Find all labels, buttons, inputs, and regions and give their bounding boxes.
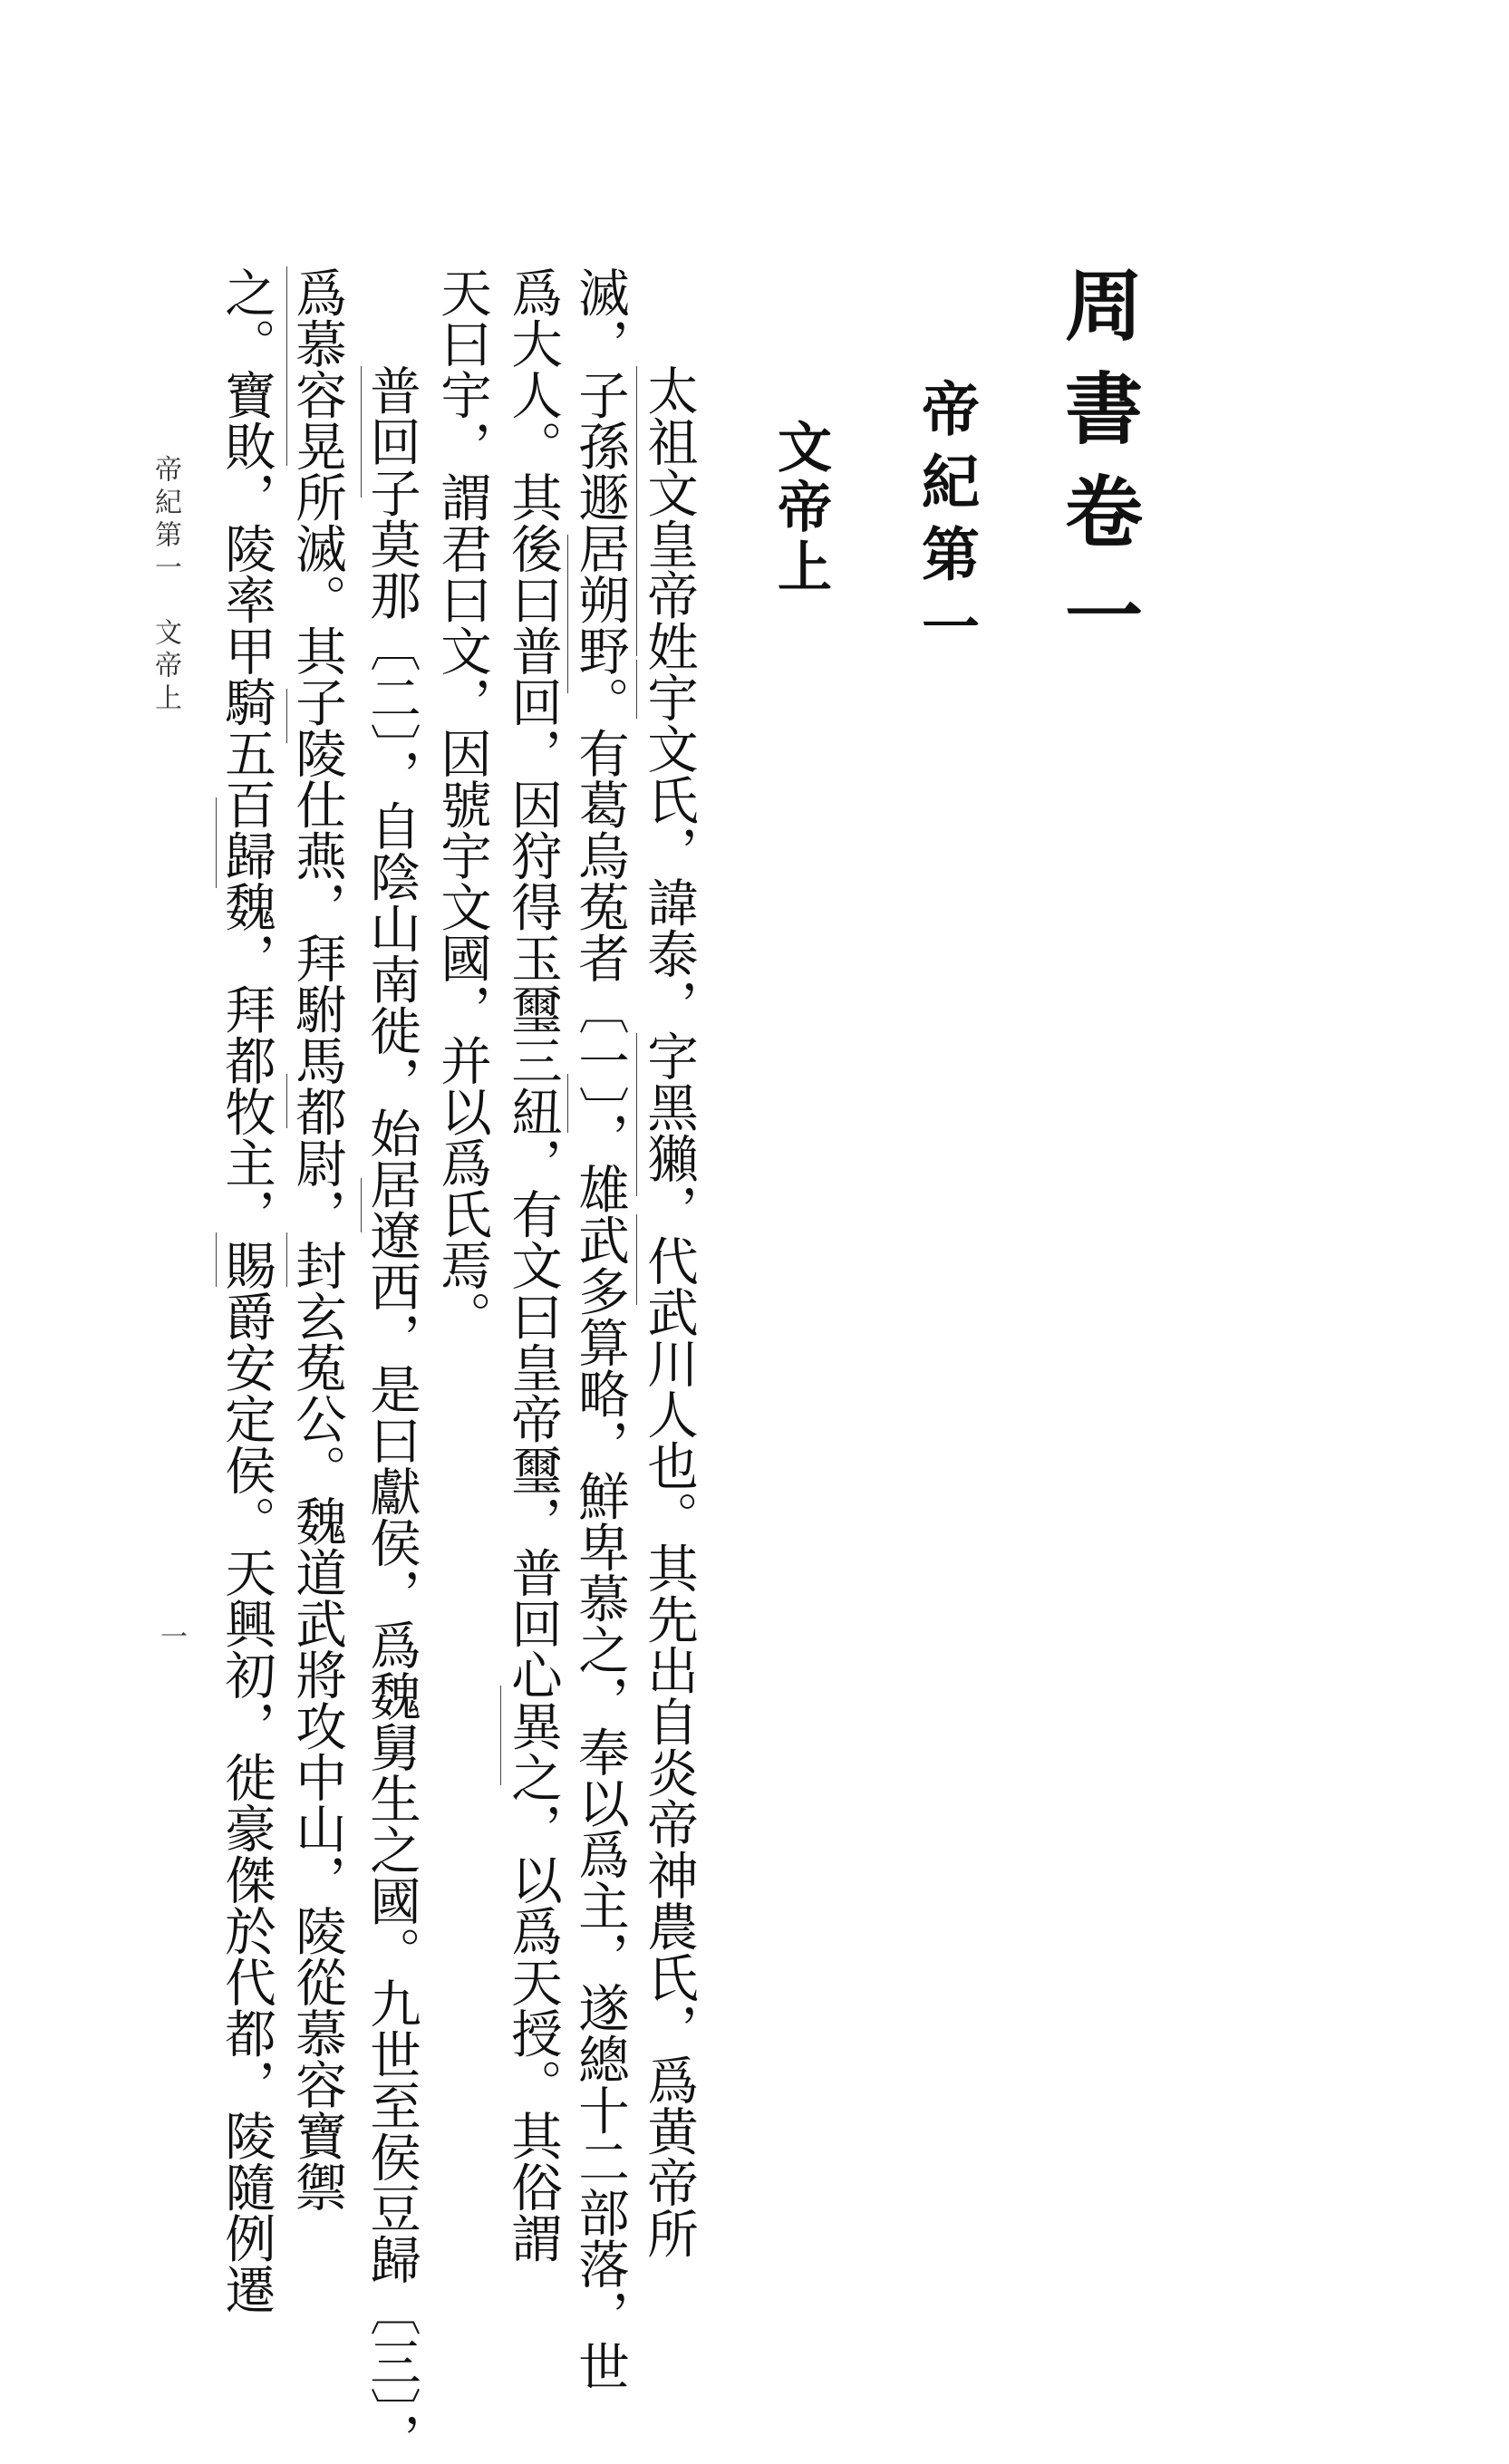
chapter-title: 帝紀第一 [912, 379, 980, 669]
text-column-3: 爲大人。其後曰普回，因狩得玉璽三紐，有文曰皇帝璽，普回心異之，以爲天授。其俗謂 [503, 266, 562, 2264]
text-column-1: 太祖文皇帝姓宇文氏，諱泰，字黑獺，代武川人也。其先出自炎帝神農氏，爲黄帝所 [639, 364, 698, 2259]
name-rule [286, 1232, 287, 1287]
name-rule [286, 266, 287, 466]
book-title: 周書卷一 [1051, 265, 1143, 678]
name-rule [636, 366, 637, 656]
text-column-4: 天曰宇，謂君曰文，因號宇文國，并以爲氏焉。 [432, 266, 491, 1342]
name-rule [286, 689, 287, 743]
section-title: 文帝上 [769, 419, 832, 598]
name-rule [567, 535, 568, 693]
name-rule [361, 366, 362, 498]
running-head: 帝紀第一 文帝上 [150, 455, 181, 716]
name-rule [216, 1232, 217, 1287]
text-column-7: 之。寶敗，陵率甲騎五百歸魏，拜都牧主，賜爵安定侯。天興初，徙豪傑於代都，陵隨例遷 [217, 266, 276, 2314]
name-rule [636, 660, 637, 719]
name-rule [216, 797, 217, 888]
name-rule [361, 1178, 362, 1232]
name-rule [286, 1074, 287, 1128]
page-number: 一 [155, 1622, 187, 1655]
name-rule [500, 1686, 501, 1785]
text-column-2: 滅，子孫遯居朔野。有葛烏菟者〔一〕，雄武多算略，鮮卑慕之，奉以爲主，遂總十二部落，世 [570, 266, 629, 2392]
name-rule [636, 1033, 637, 1196]
text-column-5: 普回子莫那〔二〕，自陰山南徙，始居遼西，是曰獻侯，爲魏舅生之國。九世至侯豆歸〔三〕， [362, 364, 421, 2464]
name-rule [567, 1074, 568, 1133]
name-rule [636, 1214, 637, 1305]
text-column-6: 爲慕容晃所滅。其子陵仕燕，拜駙馬都尉，封玄菟公。魏道武將攻中山，陵從慕容寶禦 [287, 266, 346, 2212]
